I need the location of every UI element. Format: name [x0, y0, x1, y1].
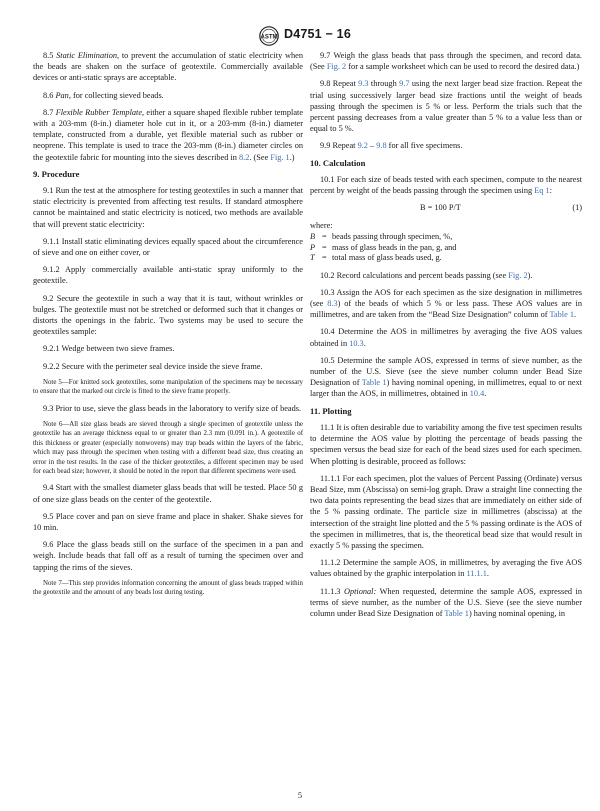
paragraph-8-6: 8.6 Pan, for collecting sieved beads. [43, 90, 164, 100]
ref-link[interactable]: 9.8 [376, 141, 387, 151]
definition-row: P = mass of glass beads in the pan, g, and [310, 242, 457, 252]
paragraph-11-1-3: 11.1.3 Optional: When requested, determine the sample AOS, expressed in terms of sieve number, as the number of the U.S. Sieve (see the sieve number column under Bead Size Designation of Table 1) having nominal opening, in [310, 586, 582, 618]
paragraph-9-9: 9.9 Repeat 9.2 – 9.8 for all five specimens. [320, 141, 463, 151]
paragraph-9-3: 9.3 Prior to use, sieve the glass beads in the laboratory to verify size of beads. [43, 403, 302, 413]
paragraph-9-1-1: 9.1.1 Install static eliminating devices equally spaced about the circumference of sieve and one on either cover, or [33, 236, 303, 258]
note-5: Note 5—For knitted sock geotextiles, some manipulation of the specimens may be necessary to ensure that the marked out circle is fitted to the sieve frame properly. [33, 378, 303, 396]
ref-link[interactable]: Table 1 [549, 310, 574, 320]
note-6: Note 6—All size glass beads are sieved through a single specimen of geotextile unless the geotextile has an average thickness equal to or greater than 2.3 mm (0.091 in.). A geotextile of this thickness or greater (especially nonwovens) may trap beads within the layers of the fabric, which may pass through the specimen when testing with a different bead size, thus creating an error in the test results. In the case of the thicker geotextiles, a different specimen may be used for each bead size; however, it should be noted in the report that different specimens were used. [33, 420, 303, 475]
ref-link[interactable]: 10.3 [349, 338, 364, 348]
where-label: where: [310, 221, 333, 231]
left-column [33, 50, 303, 604]
paragraph-9-7: 9.7 Weigh the glass beads that pass through the specimen, and record data. (See Fig. 2 for a sample worksheet which can be used to record the desired data.) [310, 51, 582, 72]
paragraph-10-1: 10.1 For each size of beads tested with each specimen, compute to the nearest percent by weight of the beads passing through the specimen using Eq 1: [310, 174, 582, 196]
ref-link[interactable]: Fig. 2 [508, 270, 528, 280]
paragraph-9-2-1: 9.2.1 Wedge between two sieve frames. [43, 344, 175, 354]
paragraph-9-6: 9.6 Place the glass beads still on the surface of the specimen in a pan and weigh. Include beads that fall off as a result of turning the specimen over and tapping the rims of the sieves. [33, 540, 303, 572]
ref-link[interactable]: 9.3 [358, 79, 369, 89]
definition-row: B = beads passing through specimen, %, [310, 232, 453, 242]
section-heading-calculation: 10. Calculation [310, 157, 366, 168]
paragraph-10-5: 10.5 Determine the sample AOS, expressed in terms of sieve number, as the number of the U.S. Sieve (see the sieve number column under Bead Size Designation of Table 1) having nominal opening, in millimetres, equal to or next larger than the AOS, in millimetres, obtained in 10.4. [310, 355, 582, 399]
ref-link[interactable]: Table 1 [361, 378, 387, 388]
paragraph-10-3: 10.3 Assign the AOS for each specimen as the size designation in millimetres (see 8.3) of the beads of which 5 % or less pass. These AOS values are in millimetres, and are taken from the “Bead Size Designation” column of Table 1. [310, 287, 582, 320]
svg-text:ASTM: ASTM [260, 34, 278, 41]
paragraph-8-7: 8.7 Flexible Rubber Template, either a square shaped flexible rubber template with a 203-mm (8-in.) diameter hole cut in it, or a 203-mm (8-in.) diameter template, constructed from a durable, yet flexible material such as rubber or neoprene. This template is used to trace the 203-mm (8-in.) diameter circles on the geotextile fabric for mounting into the sieves described in 8.2. (See Fig. 1.) [33, 107, 304, 162]
paragraph-9-1: 9.1 Run the test at the atmosphere for testing geotextiles in such a manner that static electricity is prevented from affecting test results. If standard atmosphere cannot be maintained and static electricity is noticed, two methods are available that will prevent static electricity: [33, 186, 303, 229]
section-heading-procedure: 9. Procedure [33, 168, 80, 179]
paragraph-9-2: 9.2 Secure the geotextile in such a way that it is taut, without wrinkles or bulges. The geotextile must not be stretched or deformed such that it changes or distorts the openings in the fabric. Two systems may be used to secure the geotextiles sample: [33, 293, 303, 337]
section-heading-plotting: 11. Plotting [310, 405, 352, 416]
equation-1 [310, 202, 582, 215]
ref-link[interactable]: Fig. 1 [270, 152, 290, 162]
ref-link[interactable]: 10.4 [469, 389, 485, 399]
equation-formula: B = 100 P/T [420, 203, 461, 213]
ref-link[interactable]: Eq 1 [534, 186, 550, 196]
ref-link[interactable]: 9.7 [399, 79, 410, 89]
paragraph-11-1-2: 11.1.2 Determine the sample AOS, in millimetres, by averaging the five AOS values obtained by the graphic interpolation in 11.1.1. [310, 558, 582, 579]
paragraph-9-2-2: 9.2.2 Secure with the perimeter seal device inside the sieve frame. [43, 361, 263, 371]
standard-designation: D4751 − 16 [284, 27, 351, 41]
ref-link[interactable]: Fig. 2 [326, 62, 347, 72]
paragraph-9-5: 9.5 Place cover and pan on sieve frame and place in shaker. Shake sieves for 10 min. [33, 511, 303, 532]
ref-link[interactable]: Table 1 [444, 608, 469, 618]
definition-row: T = total mass of glass beads used, g. [310, 253, 442, 263]
paragraph-11-1-1: 11.1.1 For each specimen, plot the values of Percent Passing (Ordinate) versus Bead Size, mm (Abscissa) on semi-log graph. Draw a straight line connecting the two data points representing the bead sizes that are immediately on either side of the 5 % passing ordinate. The particle size in millimetres (abscissa) at the intersection of the straight line plotted and the 5 % passing ordinate is the AOS of the specimen in millimetres, that is, the theoretical bead size that would result in exactly 5 % passing the specimen. [310, 473, 582, 550]
ref-link[interactable]: 11.1.1 [466, 569, 487, 579]
page-header [0, 26, 600, 48]
paragraph-10-2: 10.2 Record calculations and percent beads passing (see Fig. 2). [320, 270, 533, 280]
paragraph-9-8: 9.8 Repeat 9.3 through 9.7 using the next larger bead size fraction. Repeat the trial using successively larger bead size fractions until the weight of beads passing through the specimen is 5 % or less. Perform the trials such that the percent passing decreases from a value greater than 5 % to a value less than or equal to 5 %. [310, 79, 582, 134]
note-7: Note 7—This step provides information concerning the amount of glass beads trapped within the geotextile and the amount of any beads lost during testing. [33, 579, 303, 597]
right-column [310, 50, 582, 625]
equation-number: (1) [572, 203, 582, 213]
paragraph-9-1-2: 9.1.2 Apply commercially available anti-static spray uniformly to the geotextile. [33, 265, 303, 286]
paragraph-10-4: 10.4 Determine the AOS in millimetres by averaging the five AOS values obtained in 10.3. [310, 327, 582, 348]
ref-link[interactable]: 8.3 [327, 299, 338, 309]
paragraph-11-1: 11.1 It is often desirable due to variability among the five test specimen results to determine the AOS value by plotting the percentage of beads passing the specimen versus the bead size for each of the bead sizes used for each specimen. When plotting is desirable, proceed as follows: [310, 422, 582, 466]
ref-link[interactable]: 9.2 [357, 141, 368, 151]
astm-logo-icon [259, 26, 279, 46]
paragraph-8-5: 8.5 Static Elimination, to prevent the accumulation of static electricity when the beads are shaken on the surface of geotextile. Commercially available devices or anti-static sprays are acceptable. [33, 51, 303, 83]
paragraph-9-4: 9.4 Start with the smallest diameter glass beads that will be tested. Place 50 g of one size glass beads on the center of the geotextile. [33, 483, 303, 504]
ref-link[interactable]: 8.2 [238, 152, 250, 162]
page-number: 5 [297, 791, 303, 800]
